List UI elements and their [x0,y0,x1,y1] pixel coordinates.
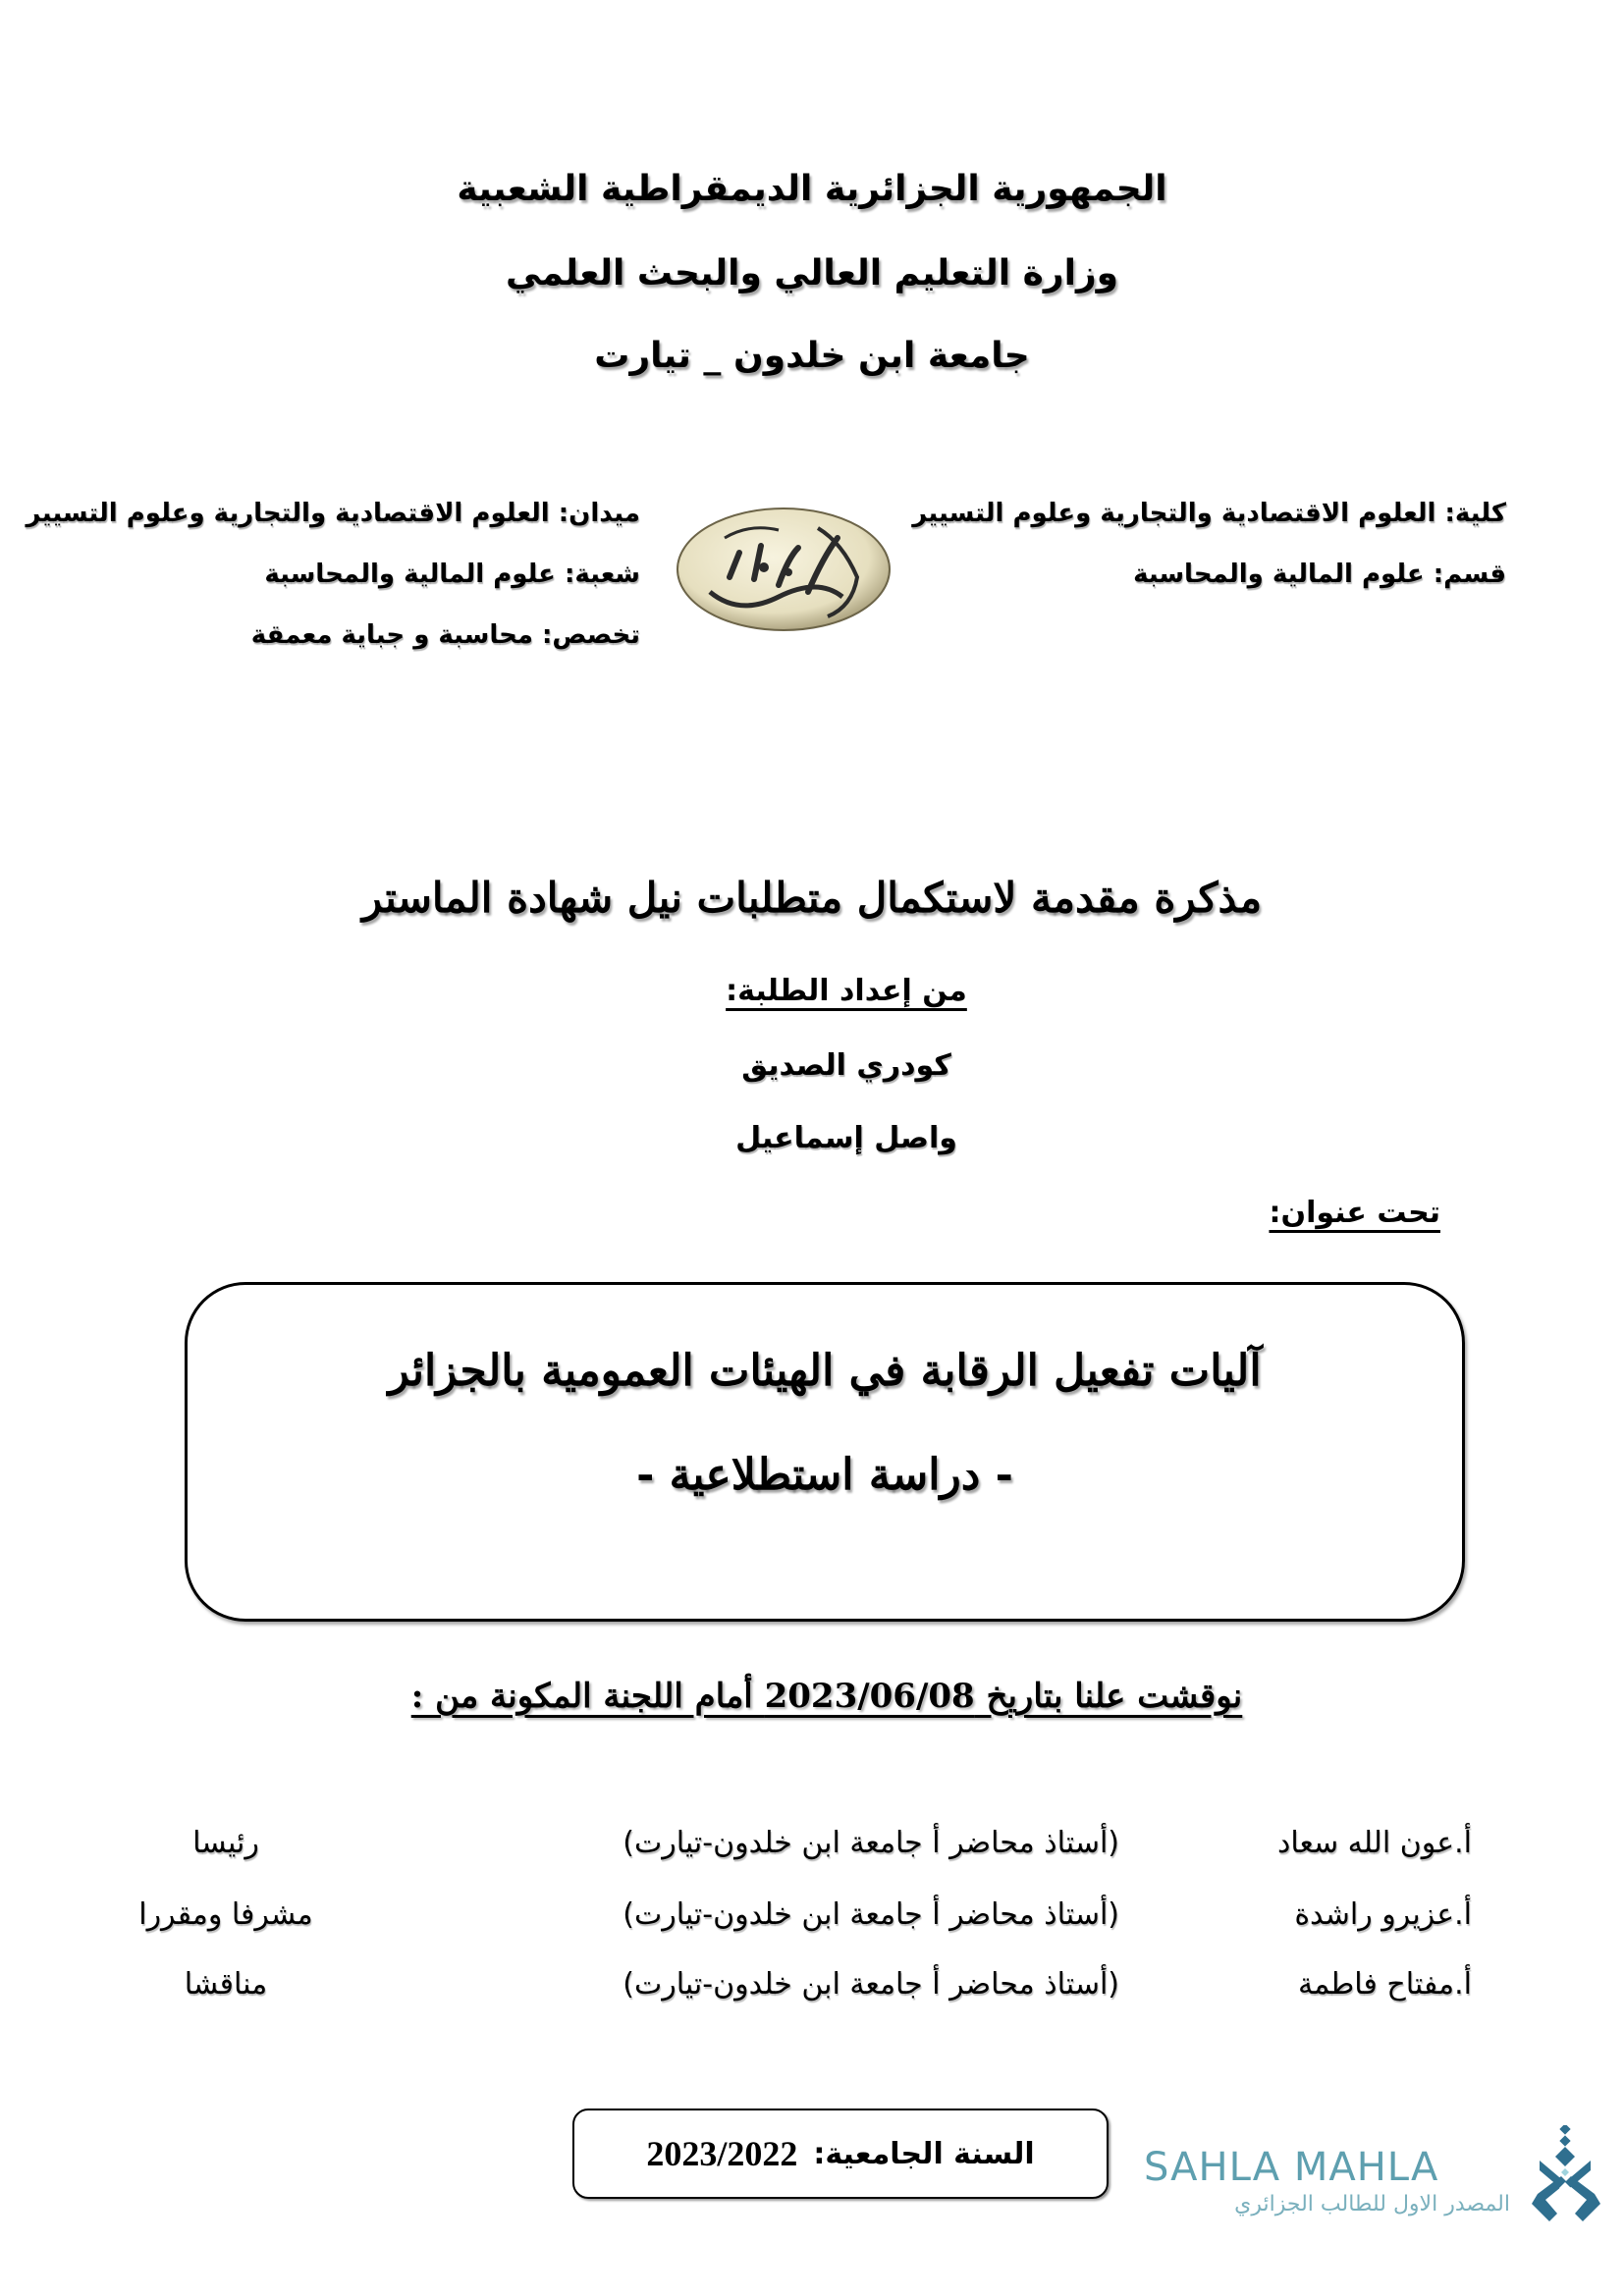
committee-member-role: رئيسا [192,1826,259,1860]
prepared-by-label: من إعداد الطلبة: [726,974,967,1008]
watermark-brand: SAHLA MAHLA [1144,2145,1439,2190]
student-name: كودري الصديق [741,1048,951,1083]
committee-member-name: أ.عزيرو راشدة [1294,1897,1472,1932]
department-line: قسم: علوم المالية والمحاسبة [1133,560,1506,589]
academic-year-label: السنة الجامعية: [813,2136,1035,2171]
committee-row [0,1897,1624,1947]
committee-row [0,1826,1624,1875]
branch-line: شعبة: علوم المالية والمحاسبة [264,560,640,589]
defense-date-line: نوقشت علنا بتاريخ 2023/06/08 أمام اللجنة المكونة من : [410,1677,1243,1716]
committee-member-affiliation: (أستاذ محاضر أ جامعة ابن خلدون-تيارت) [623,1826,1119,1860]
academic-year-value: 2023/2022 [646,2134,798,2173]
memoir-title: مذكرة مقدمة لاستكمال متطلبات نيل شهادة الماستر [361,874,1263,922]
country-name: الجمهورية الجزائرية الديمقراطية الشعبية [457,169,1167,209]
sahla-mahla-logo-icon [1532,2125,1600,2223]
committee-member-role: مناقشا [184,1967,268,2002]
academic-year-box [572,2109,1109,2199]
sahla-mahla-watermark [1139,2125,1600,2233]
thesis-title-box [185,1282,1465,1622]
committee-member-role: مشرفا ومقررا [138,1897,313,1932]
university-seal-icon [671,499,896,636]
committee-row [0,1967,1624,2016]
thesis-title: آليات تفعيل الرقابة في الهيئات العمومية بالجزائر [388,1346,1262,1396]
student-name: واصل إسماعيل [735,1121,957,1155]
committee-member-affiliation: (أستاذ محاضر أ جامعة ابن خلدون-تيارت) [623,1897,1119,1932]
committee-member-affiliation: (أستاذ محاضر أ جامعة ابن خلدون-تيارت) [623,1967,1119,2002]
committee-member-name: أ.عون الله سعاد [1277,1826,1472,1860]
specialty-line: تخصص: محاسبة و جباية معمقة [250,620,640,650]
watermark-tagline: المصدر الاول للطالب الجزائري [1234,2192,1510,2216]
committee-member-name: أ.مفتاح فاطمة [1298,1967,1472,2002]
ministry-name: وزارة التعليم العالي والبحث العلمي [505,253,1119,294]
university-name: جامعة ابن خلدون _ تيارت [594,336,1030,376]
thesis-subtitle: - دراسة استطلاعية - [636,1450,1013,1500]
under-title-label: تحت عنوان: [1269,1196,1440,1230]
faculty-line: كلية: العلوم الاقتصادية والتجارية وعلوم التسيير [912,499,1506,528]
field-line: ميدان: العلوم الاقتصادية والتجارية وعلوم التسيير [26,499,640,528]
